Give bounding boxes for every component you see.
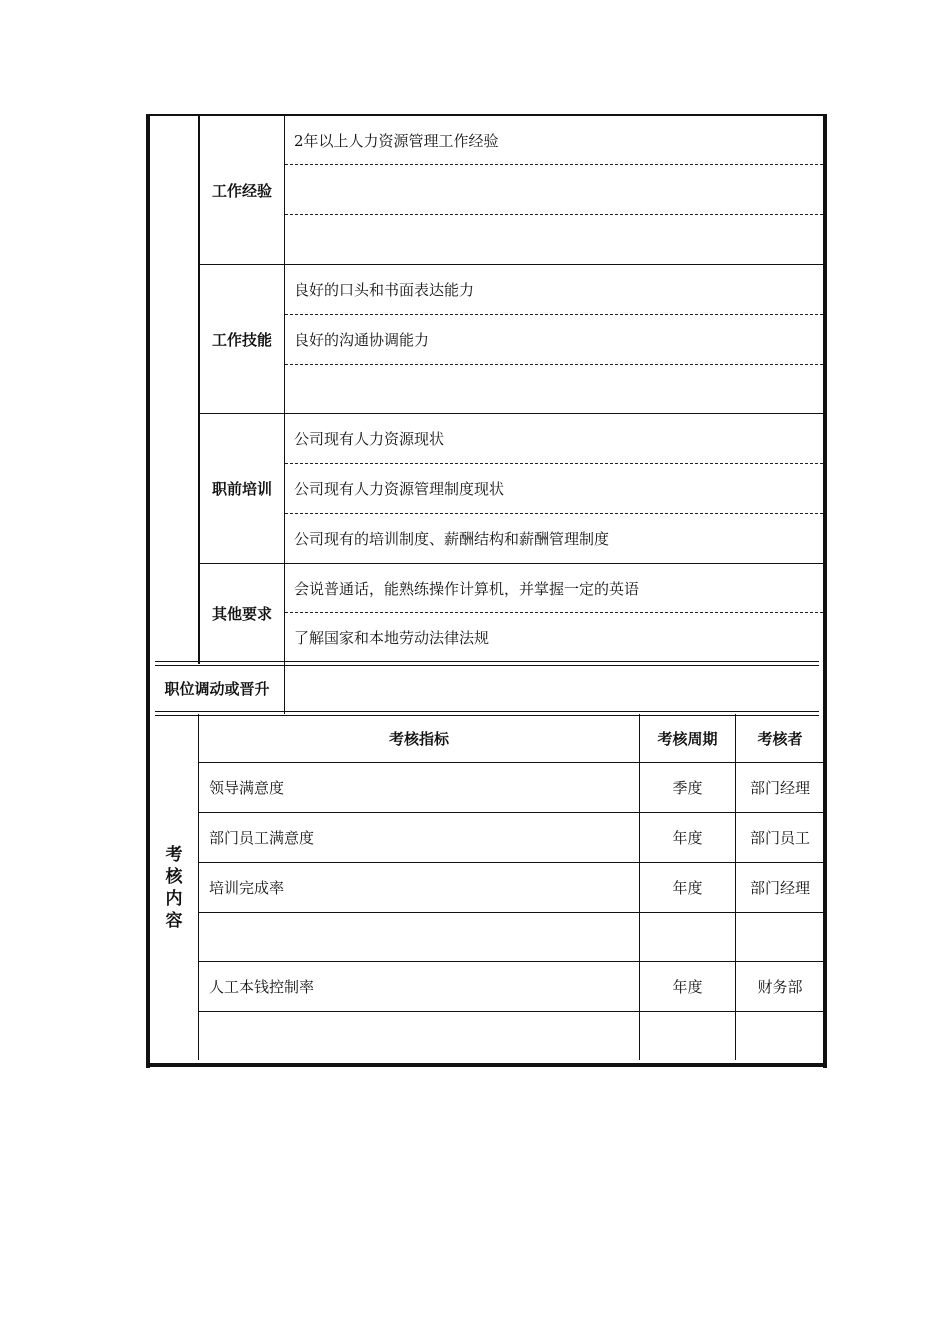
row-indicator: 培训完成率 — [209, 879, 285, 897]
dash-row — [285, 214, 823, 215]
experience-item: 2年以上人力资源管理工作经验 — [294, 131, 499, 150]
row-indicator: 领导满意度 — [209, 779, 285, 797]
row-period: 年度 — [672, 978, 703, 996]
training-item: 公司现有人力资源管理制度现状 — [294, 480, 505, 498]
assessment-label-char: 考 — [165, 845, 183, 865]
experience-label: 工作经验 — [211, 181, 272, 200]
row-assessor — [736, 913, 824, 961]
skills-label: 工作技能 — [211, 330, 272, 349]
assessment-label-char: 容 — [165, 911, 183, 931]
header-assessor: 考核者 — [757, 730, 803, 748]
training-label: 职前培训 — [211, 480, 272, 498]
row-period: 年度 — [672, 829, 703, 847]
row-period — [640, 1012, 735, 1060]
dash-row — [285, 164, 823, 165]
header-period: 考核周期 — [657, 730, 718, 748]
row-indicator: 部门员工满意度 — [209, 829, 315, 847]
row-assessor: 部门经理 — [749, 879, 810, 897]
other-item: 会说普通话，能熟练操作计算机，并掌握一定的英语 — [294, 579, 640, 598]
skills-item: 良好的沟通协调能力 — [294, 331, 430, 349]
other-label: 其他要求 — [211, 604, 272, 623]
row-period — [640, 913, 735, 961]
divider-h-skills — [198, 264, 824, 265]
other-item: 了解国家和本地劳动法律法规 — [294, 628, 490, 647]
promotion-label: 职位调动或晋升 — [164, 680, 270, 698]
header-indicator: 考核指标 — [388, 730, 449, 748]
assessment-label — [150, 715, 198, 1061]
row-assessor: 部门经理 — [749, 779, 810, 797]
divider-h-training — [198, 413, 824, 414]
row-indicator: 人工本钱控制率 — [209, 978, 315, 996]
training-item: 公司现有人力资源现状 — [294, 430, 445, 448]
dash-row — [285, 364, 823, 365]
divider-v2 — [284, 114, 285, 714]
row-assessor — [736, 1012, 824, 1060]
divider-v-assess — [198, 714, 199, 1060]
row-period: 年度 — [672, 879, 703, 897]
table-border-bottom — [146, 1063, 827, 1067]
training-item: 公司现有的培训制度、薪酬结构和薪酬管理制度 — [294, 530, 610, 548]
assessment-label-char: 内 — [165, 889, 183, 909]
row-assessor: 部门员工 — [749, 829, 810, 847]
row-period: 季度 — [672, 779, 703, 797]
skills-item: 良好的口头和书面表达能力 — [294, 281, 475, 299]
row-assessor: 财务部 — [757, 978, 803, 996]
assessment-label-char: 核 — [165, 867, 183, 887]
